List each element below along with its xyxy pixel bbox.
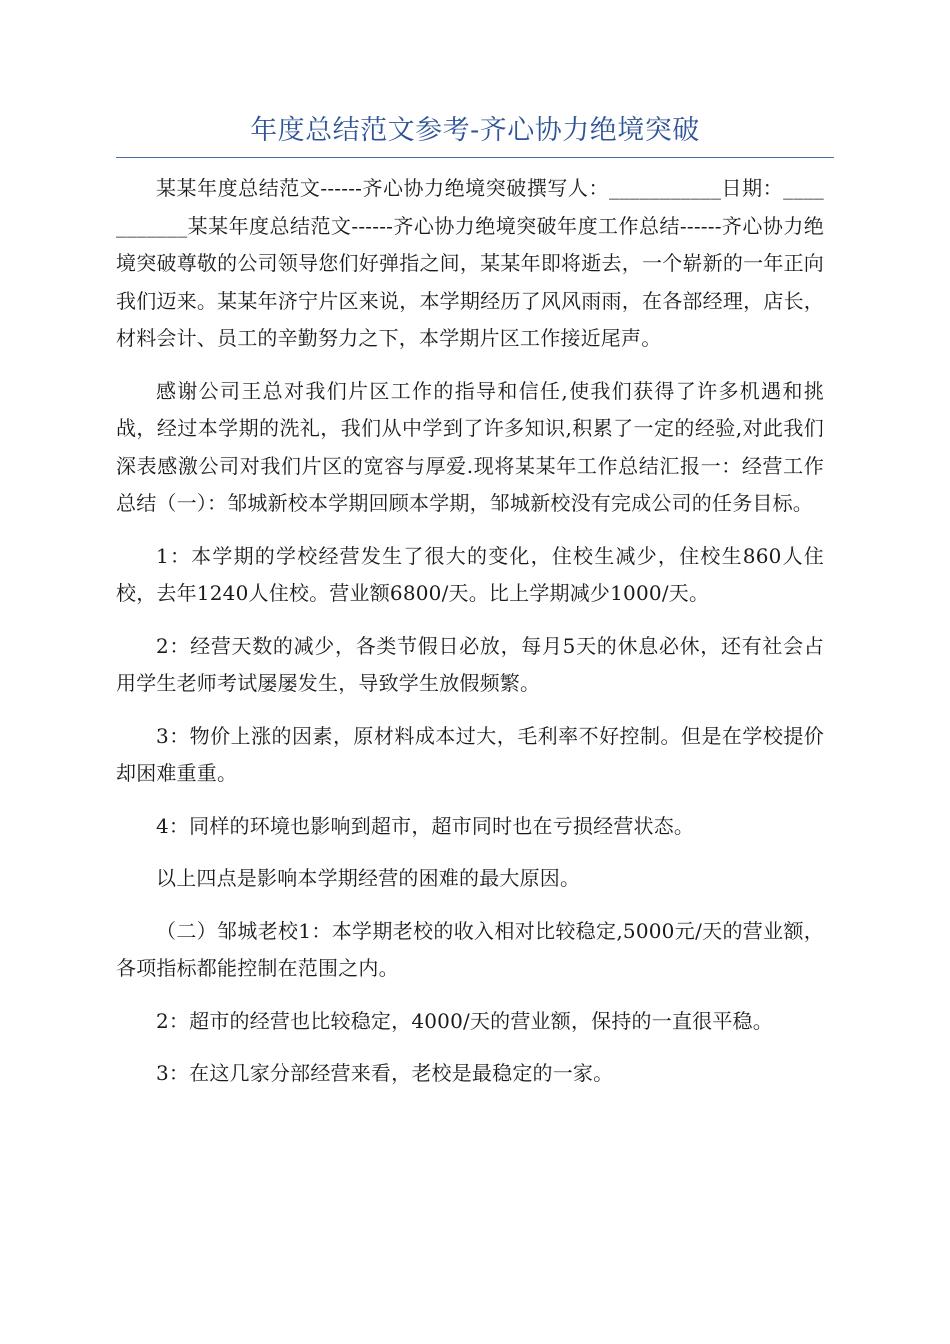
paragraph-old-campus-2: 2：超市的经营也比较稳定，4000/天的营业额，保持的一直很平稳。	[156, 1008, 773, 1033]
paragraph-item-1: 1：本学期的学校经营发生了很大的变化，住校生减少，住校生860人住校，去年1240人住校。营业额6800/天。比上学期减少1000/天。	[116, 543, 824, 605]
paragraph-item-2: 2：经营天数的减少，各类节假日必放，每月5天的休息必休，还有社会占用学生老师考试屡屡发生，导致学生放假频繁。	[116, 633, 824, 695]
paragraph-item-3: 3：物价上涨的因素，原材料成本过大，毛利率不好控制。但是在学校提价却困难重重。	[116, 723, 824, 785]
title-block	[116, 110, 834, 158]
paragraph-old-campus-3: 3：在这几家分部经营来看，老校是最稳定的一家。	[156, 1061, 614, 1085]
paragraph-old-campus: （二）邹城老校1：本学期老校的收入相对比较稳定,5000元/天的营业额，各项指标都能控制在范围之内。	[116, 918, 824, 980]
paragraph-thanks: 感谢公司王总对我们片区工作的指导和信任,使我们获得了许多机遇和挑战，经过本学期的洗礼，我们从中学到了许多知识,积累了一定的经验,对此我们深表感激公司对我们片区的宽容与厚爱.现将某某年工作总结汇报一：经营工作总结（一）：邹城新校本学期回顾本学期，邹城新校没有完成公司的任务目标。	[116, 378, 824, 515]
document-title: 年度总结范文参考-齐心协力绝境突破	[250, 115, 700, 146]
paragraph-item-4: 4：同样的环境也影响到超市，超市同时也在亏损经营状态。	[156, 813, 695, 838]
paragraph-intro: 某某年度总结范文------齐心协力绝境突破撰写人：___________日期：___________某某年度总结范文------齐心协力绝境突破年度工作总结------齐心协力绝境突破尊敬的公司领导您们好弹指之间，某某年即将逝去，一个崭新的一年正向我们迈来。某某年济宁片区来说，本学期经历了风风雨雨，在各部经理，店长，材料会计、员工的辛勤努力之下，本学期片区工作接近尾声。	[116, 176, 824, 350]
document-body	[116, 170, 824, 1108]
paragraph-summary: 以上四点是影响本学期经营的困难的最大原因。	[156, 866, 581, 890]
